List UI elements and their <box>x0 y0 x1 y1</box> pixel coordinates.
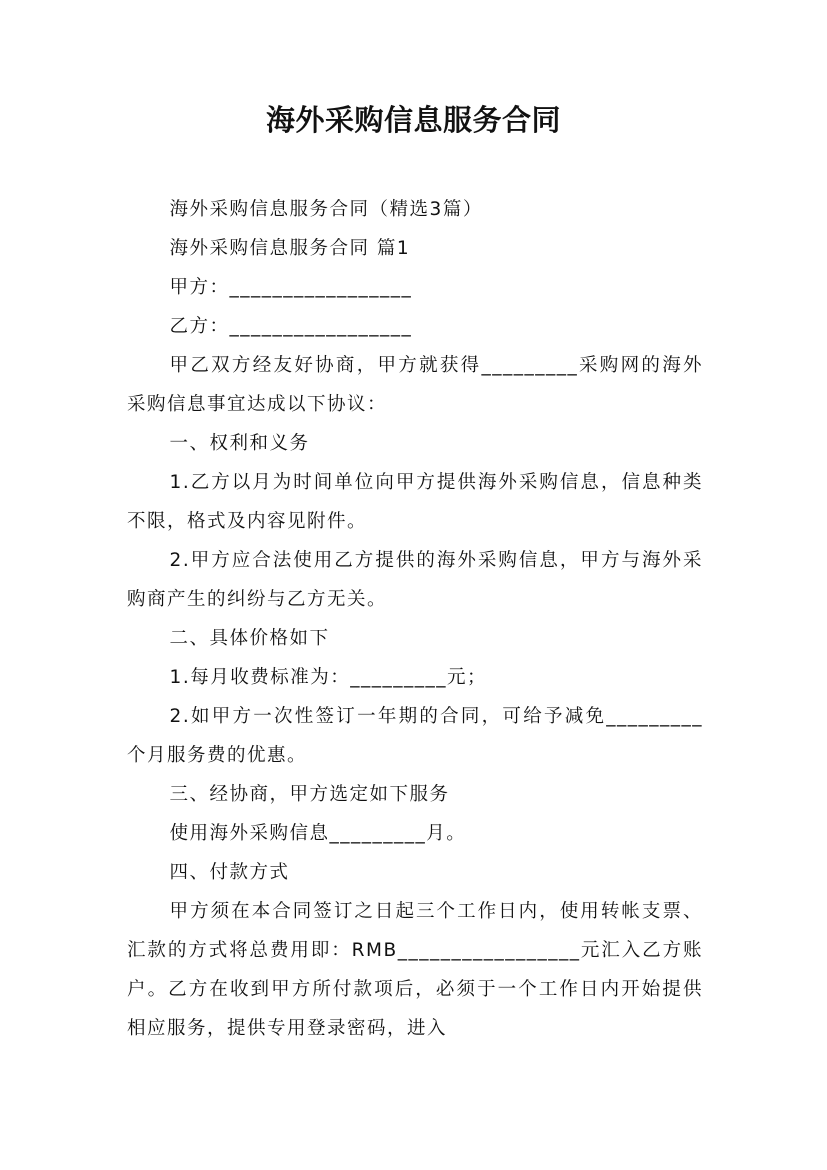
paragraph-clause-2-2: 2.如甲方一次性签订一年期的合同，可给予减免_________个月服务费的优惠。 <box>127 706 703 766</box>
paragraph-party-a: 甲方：_________________ <box>169 277 413 298</box>
paragraph-clause-3-heading: 三、经协商，甲方选定如下服务 <box>169 784 450 805</box>
paragraph-clause-4-1: 甲方须在本合同签订之日起三个工作日内，使用转帐支票、汇款的方式将总费用即：RMB_________________元汇入乙方账户。乙方在收到甲方所付款项后，必须于一个工作日内开始提供相应服务，提供专用登录密码，进入 <box>127 901 703 1039</box>
paragraph-party-b: 乙方：_________________ <box>169 316 413 337</box>
paragraph-section-title: 海外采购信息服务合同 篇1 <box>169 238 411 259</box>
paragraph-clause-2-1: 1.每月收费标准为：_________元； <box>169 667 487 688</box>
paragraph-clause-1-1: 1.乙方以月为时间单位向甲方提供海外采购信息，信息种类不限，格式及内容见附件。 <box>127 472 703 532</box>
paragraph-clause-1-heading: 一、权利和义务 <box>169 433 310 454</box>
paragraph-intro: 甲乙双方经友好协商，甲方就获得_________采购网的海外采购信息事宜达成以下协议： <box>127 355 703 415</box>
document-title: 海外采购信息服务合同 <box>265 103 561 137</box>
document-body <box>127 190 703 1048</box>
paragraph-clause-2-heading: 二、具体价格如下 <box>169 628 330 649</box>
paragraph-heading: 海外采购信息服务合同（精选3篇） <box>169 199 483 220</box>
paragraph-clause-4-heading: 四、付款方式 <box>169 862 290 883</box>
paragraph-clause-1-2: 2.甲方应合法使用乙方提供的海外采购信息，甲方与海外采购商产生的纠纷与乙方无关。 <box>127 550 703 610</box>
paragraph-clause-3-1: 使用海外采购信息_________月。 <box>169 823 467 844</box>
